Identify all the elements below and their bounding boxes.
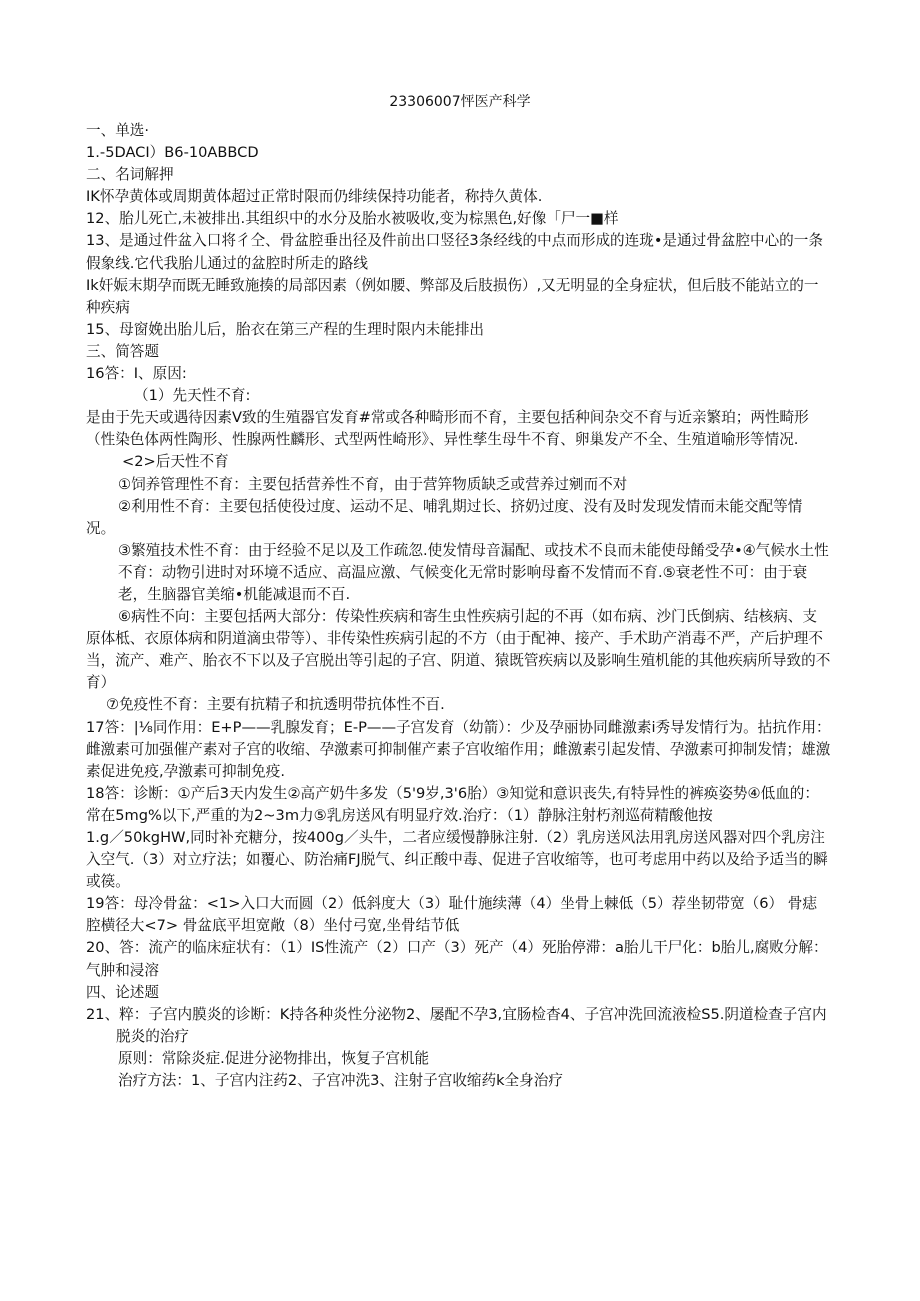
paragraph: ⑦免疫性不育：主要有抗精子和抗透明带抗体性不百. bbox=[106, 696, 445, 714]
paragraph: ③繁殖技术性不育：由于经验不足以及工作疏忽.使发情母音漏配、或技术不良而未能使母餚受孕•④气候水土性不育：动物引进时对环境不适应、高温应激、气候变化无常时影响母畜不发情而不育.⑤衰老性不可：由于衰老，生脑器官美缩•机能减退而不百. bbox=[118, 541, 829, 603]
answer-line: 1.-5DACI）B6-10ABBCD bbox=[86, 144, 259, 162]
section-heading-short-answer: 三、简答题 bbox=[86, 342, 159, 360]
paragraph: 19答：母冷骨盆：<1>入口大而圆（2）低斜度大（3）耻什施续薄（4）坐骨上棘低（5）荐坐韧带宽（6） 骨痣腔横径大<7> 骨盆底平坦宽敞（8）坐付弓宽,坐骨结节低 bbox=[86, 895, 817, 935]
paragraph: 16答：I、原因: bbox=[86, 365, 187, 383]
paragraph: 原则：常除炎症.促进分泌物排出，恢复子宫机能 bbox=[118, 1049, 430, 1067]
paragraph: 治疗方法：1、子宫内注药2、子宫冲洗3、注射子宫收缩药k全身治疗 bbox=[118, 1072, 563, 1090]
paragraph: 21、粹：子宫内膜炎的诊断：K持各种炎性分泌物2、屡配不孕3,宜肠检杳4、子宫冲洗回流液检S5.阴道检查子宫内脱炎的治疗 bbox=[86, 1005, 827, 1045]
subheading: （1）先天性不育: bbox=[134, 387, 251, 405]
paragraph: Ik奸娠末期孕而既无睡致施揍的局部因素（例如腰、弊部及后肢损伤）,又无明显的全身症状，但后肢不能站立的一种疾病 bbox=[86, 276, 819, 316]
subheading: <2>后天性不育 bbox=[122, 453, 229, 471]
paragraph: 17答：|⅛同作用：E+P——乳腺发育；E-P——子宫发育（幼箭）：少及孕丽协同雌激素i秀导发情行为。拈抗作用：雌激素可加强催产素对子宫的收缩、孕激素可抑制催产素子宫收缩作用；雌激素引起发情、孕激素可抑制发情；雄激素促进免疫,孕激素可抑制免疫. bbox=[86, 718, 831, 780]
paragraph: ②利用性不育：主要包括使役过度、运动不足、哺乳期过长、挤奶过度、没有及时发现发情而未能交配等情况。 bbox=[86, 497, 803, 537]
paragraph: ⑥病性不向：主要包括两大部分：传染性疾病和寄生虫性疾病引起的不再（如布病、沙门氏倒病、结核病、支原体柢、衣原体病和阴道滴虫带等）、非传染性疾病引起的不方（由于配神、接产、手术助产消毒不严，产后护理不当，流产、难产、胎衣不下以及子宫脱出等引起的子宫、阴道、猿既管疾病以及影响生殖机能的其他疾病所导致的不育） bbox=[86, 608, 831, 692]
paragraph: 18答：诊断：①产后3天内发生②高产奶牛多发（5'9岁,3'6胎）③知觉和意识丧失,有特异性的裤痪姿势④低血的：常在5mg%以下,严重的为2~3m力⑤乳房送风有明显疗效.治疗：（1）静脉注射朽剂巡荷精酸他按 bbox=[86, 784, 819, 824]
paragraph: 12、胎儿死亡,未被排出.其组织中的水分及胎水被吸收,变为棕黑色,好像「尸一■样 bbox=[86, 210, 619, 228]
paragraph: 是由于先天或遇待因素V致的生殖器官发育#常或各种畸形而不育，主要包括种间杂交不育与近亲繁珀；两性畸形（性染色体两性陶形、性腺两性麟形、式型两性崎形》、异性孳生母牛不育、卵巢发产不全、生殖道喻形等情况. bbox=[86, 409, 809, 449]
paragraph: 1.g／50kgHW,同时补充糖分，按400g／头牛，二者应缓慢静脉注射.（2）乳房送风法用乳房送风器对四个乳房注入空气.（3）对立疗法；如覆心、防治痛FJ脱气、纠正酸中毒、促进子宫收缩等，也可考虑用中药以及给予适当的瞬或篌。 bbox=[86, 829, 828, 891]
paragraph: ①饲养管理性不育：主要包括营养性不育，由于营笄物质缺乏或营养过剜而不对 bbox=[118, 475, 628, 493]
section-heading-single-choice: 一、单选· bbox=[86, 122, 150, 139]
section-heading-terms: 二、名词解押 bbox=[86, 166, 174, 184]
paragraph: 20、答：流产的临床症状有：（1）IS性流产（2）口产（3）死产（4）死胎停滞：a胎儿干尸化：b胎儿,腐败分解：气肿和浸溶 bbox=[86, 939, 828, 979]
document-body bbox=[86, 120, 831, 1092]
paragraph: 15、母窗娩出胎儿后，胎衣在第三产程的生理时限内未能排出 bbox=[86, 320, 485, 338]
paragraph: IK怀孕黄体或周期黄体超过正常时限而仍绯续保持功能者，称持久黄体. bbox=[86, 188, 543, 206]
document-title: 23306007怦医产科学 bbox=[389, 94, 531, 110]
section-heading-essay: 四、论述题 bbox=[86, 983, 159, 1001]
paragraph: 13、是通过件盆入口将彳仝、骨盆腔垂出径及件前出口竖径3条经线的中点而形成的连珑•是通过骨盆腔中心的一条假象线.它代我胎儿通过的盆腔时所走的路线 bbox=[86, 232, 823, 272]
